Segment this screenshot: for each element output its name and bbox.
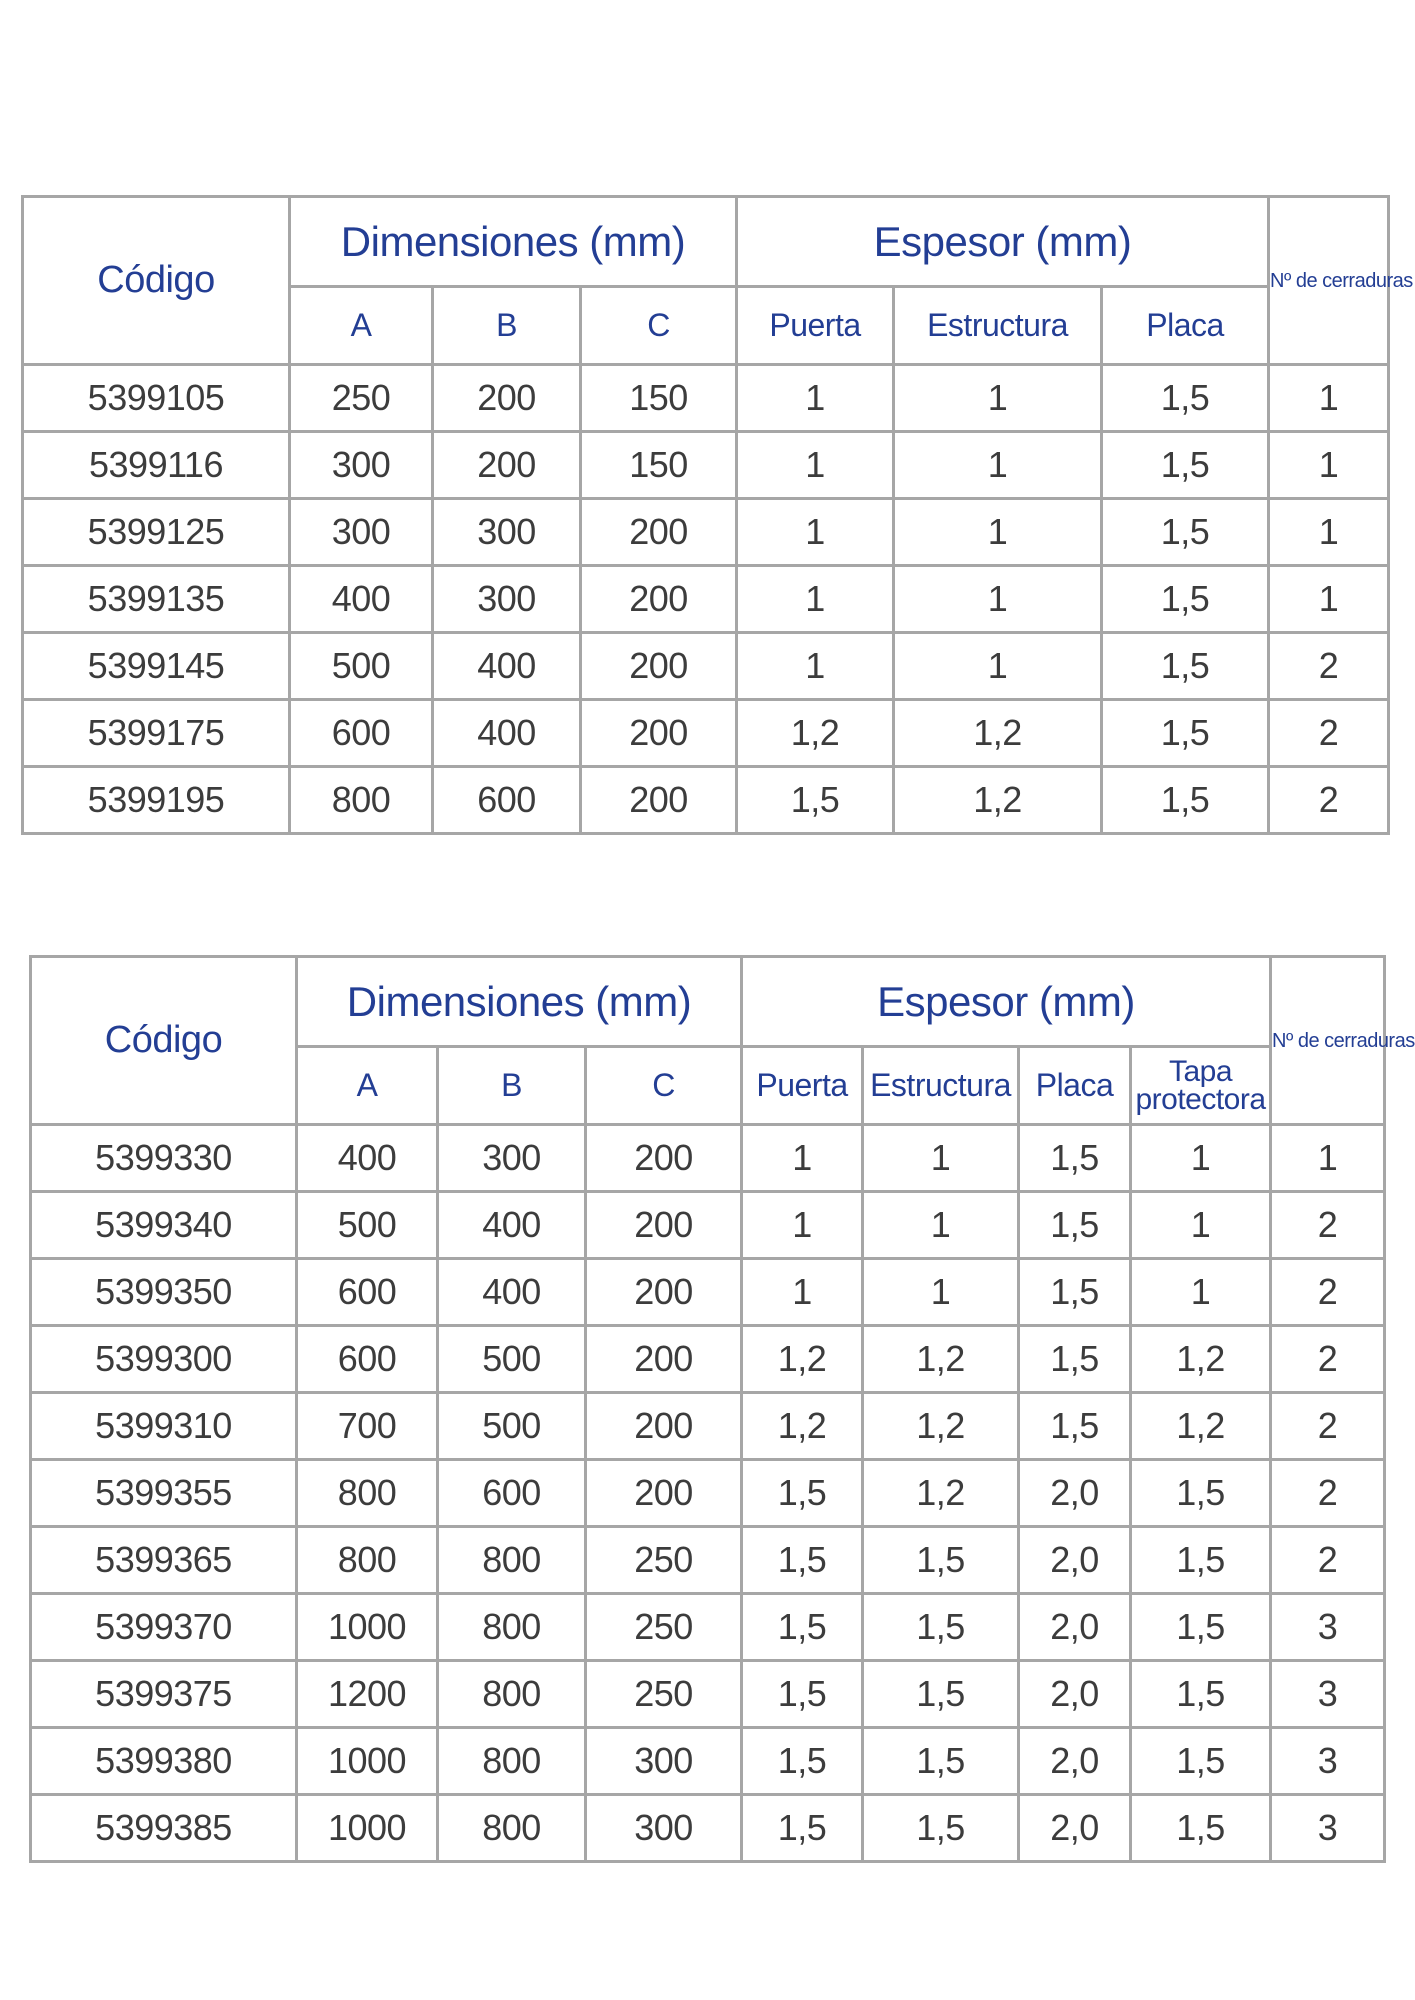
table-cell: 1,5	[742, 1460, 863, 1527]
table-cell: 400	[290, 566, 433, 633]
table-row	[31, 1192, 1385, 1259]
table-cell: 1,2	[863, 1460, 1019, 1527]
codigo-cell: 5399385	[31, 1795, 297, 1862]
table-cell: 1	[1271, 1125, 1385, 1192]
table-cell: 1	[742, 1125, 863, 1192]
table-cell: 1,5	[1019, 1259, 1131, 1326]
header-tapa-line2: protectora	[1135, 1082, 1266, 1116]
table-cell: 600	[433, 767, 581, 834]
table-cell: 1	[894, 566, 1102, 633]
header-a: A	[297, 1047, 438, 1125]
codigo-cell: 5399195	[23, 767, 290, 834]
header-c: C	[586, 1047, 742, 1125]
codigo-cell: 5399175	[23, 700, 290, 767]
table-cell: 1,5	[1102, 499, 1269, 566]
table-cell: 300	[586, 1795, 742, 1862]
table-cell: 800	[290, 767, 433, 834]
table-cell: 200	[581, 700, 737, 767]
table-cell: 300	[433, 499, 581, 566]
table-row	[23, 633, 1389, 700]
table-cell: 1,5	[1131, 1594, 1271, 1661]
table-cell: 1,5	[742, 1594, 863, 1661]
codigo-cell: 5399310	[31, 1393, 297, 1460]
header-dimensiones: Dimensiones (mm)	[290, 197, 737, 287]
table-cell: 1,5	[1131, 1527, 1271, 1594]
table-cell: 200	[581, 566, 737, 633]
table-cell: 2	[1271, 1192, 1385, 1259]
header-codigo: Código	[23, 197, 290, 365]
header-espesor: Espesor (mm)	[737, 197, 1269, 287]
table-cell: 1,5	[742, 1728, 863, 1795]
table-row	[31, 1527, 1385, 1594]
table-cell: 2	[1271, 1326, 1385, 1393]
table-cell: 1,5	[1102, 432, 1269, 499]
table-cell: 2,0	[1019, 1661, 1131, 1728]
codigo-cell: 5399116	[23, 432, 290, 499]
table-row	[23, 499, 1389, 566]
table-cell: 500	[438, 1393, 586, 1460]
table-row	[23, 432, 1389, 499]
table-cell: 1	[1269, 432, 1389, 499]
table-cell: 600	[297, 1259, 438, 1326]
table-cell: 1	[894, 432, 1102, 499]
table-cell: 250	[290, 365, 433, 432]
table-cell: 400	[297, 1125, 438, 1192]
header-placa: Placa	[1019, 1047, 1131, 1125]
table-cell: 200	[581, 767, 737, 834]
header-puerta: Puerta	[742, 1047, 863, 1125]
table-cell: 1,2	[742, 1326, 863, 1393]
table-cell: 1	[894, 365, 1102, 432]
codigo-cell: 5399355	[31, 1460, 297, 1527]
table-cell: 1,5	[1102, 633, 1269, 700]
table-cell: 200	[433, 432, 581, 499]
table-cell: 800	[438, 1594, 586, 1661]
table-cell: 1,5	[863, 1728, 1019, 1795]
table-cell: 2,0	[1019, 1728, 1131, 1795]
table-cell: 1,5	[1019, 1192, 1131, 1259]
table-1-body	[23, 365, 1389, 834]
table-cell: 1,5	[1019, 1125, 1131, 1192]
table-cell: 600	[290, 700, 433, 767]
table-cell: 800	[438, 1527, 586, 1594]
table-cell: 1,5	[863, 1795, 1019, 1862]
table-cell: 200	[581, 499, 737, 566]
table-cell: 150	[581, 432, 737, 499]
table-cell: 250	[586, 1527, 742, 1594]
table-row	[31, 1460, 1385, 1527]
header-dimensiones: Dimensiones (mm)	[297, 957, 742, 1047]
table-cell: 1,2	[863, 1326, 1019, 1393]
table-cell: 200	[586, 1393, 742, 1460]
table-cell: 3	[1271, 1728, 1385, 1795]
table-cell: 1	[863, 1125, 1019, 1192]
header-b: B	[438, 1047, 586, 1125]
table-cell: 1	[742, 1192, 863, 1259]
table-cell: 500	[290, 633, 433, 700]
table-cell: 1	[1269, 566, 1389, 633]
table-cell: 1	[1131, 1192, 1271, 1259]
table-cell: 1,5	[1102, 566, 1269, 633]
table-cell: 400	[433, 700, 581, 767]
table-row	[23, 700, 1389, 767]
table-cell: 2	[1271, 1259, 1385, 1326]
table-cell: 2	[1269, 767, 1389, 834]
table-cell: 1,5	[1131, 1728, 1271, 1795]
table-row	[31, 1259, 1385, 1326]
table-cell: 1,2	[894, 767, 1102, 834]
table-row	[23, 365, 1389, 432]
table-cell: 1,2	[737, 700, 894, 767]
table-cell: 250	[586, 1661, 742, 1728]
table-row	[31, 1795, 1385, 1862]
table-cell: 150	[581, 365, 737, 432]
table-cell: 800	[438, 1728, 586, 1795]
table-row	[23, 767, 1389, 834]
table-cell: 1	[1131, 1259, 1271, 1326]
table-cell: 1,5	[1131, 1460, 1271, 1527]
codigo-cell: 5399365	[31, 1527, 297, 1594]
table-cell: 300	[586, 1728, 742, 1795]
table-cell: 2,0	[1019, 1795, 1131, 1862]
header-estructura: Estructura	[863, 1047, 1019, 1125]
table-cell: 400	[438, 1259, 586, 1326]
spec-table-1	[21, 195, 1413, 835]
table-cell: 200	[586, 1192, 742, 1259]
table-cell: 200	[433, 365, 581, 432]
table-cell: 1,5	[863, 1527, 1019, 1594]
codigo-cell: 5399350	[31, 1259, 297, 1326]
header-c: C	[581, 287, 737, 365]
table-cell: 2	[1271, 1527, 1385, 1594]
table-cell: 1	[737, 499, 894, 566]
table-cell: 2	[1271, 1393, 1385, 1460]
table-2-body	[31, 1125, 1385, 1862]
header-puerta: Puerta	[737, 287, 894, 365]
table-cell: 1,5	[1131, 1661, 1271, 1728]
header-placa: Placa	[1102, 287, 1269, 365]
table-cell: 1,5	[742, 1527, 863, 1594]
table-row	[31, 1125, 1385, 1192]
table-cell: 300	[438, 1125, 586, 1192]
table-cell: 250	[586, 1594, 742, 1661]
table-row	[31, 1661, 1385, 1728]
table-cell: 800	[438, 1795, 586, 1862]
table-cell: 2	[1271, 1460, 1385, 1527]
table-cell: 1,5	[742, 1661, 863, 1728]
table-cell: 1	[894, 633, 1102, 700]
codigo-cell: 5399375	[31, 1661, 297, 1728]
table-cell: 1,2	[742, 1393, 863, 1460]
table-cell: 2	[1269, 633, 1389, 700]
header-espesor: Espesor (mm)	[742, 957, 1271, 1047]
table-cell: 400	[433, 633, 581, 700]
codigo-cell: 5399125	[23, 499, 290, 566]
table-cell: 2	[1269, 700, 1389, 767]
codigo-cell: 5399105	[23, 365, 290, 432]
header-a: A	[290, 287, 433, 365]
table-cell: 2,0	[1019, 1527, 1131, 1594]
table-cell: 1,2	[863, 1393, 1019, 1460]
table-cell: 2,0	[1019, 1460, 1131, 1527]
table-cell: 1,5	[1131, 1795, 1271, 1862]
table-cell: 1,5	[1102, 767, 1269, 834]
table-row	[31, 1393, 1385, 1460]
table-cell: 800	[438, 1661, 586, 1728]
table-cell: 1	[737, 365, 894, 432]
table-cell: 1,5	[1019, 1326, 1131, 1393]
table-cell: 1	[1269, 499, 1389, 566]
table-row	[31, 1728, 1385, 1795]
table-cell: 200	[586, 1326, 742, 1393]
table-cell: 200	[586, 1259, 742, 1326]
table-cell: 1	[737, 566, 894, 633]
codigo-cell: 5399135	[23, 566, 290, 633]
table-cell: 1	[1131, 1125, 1271, 1192]
table-row	[23, 566, 1389, 633]
table-cell: 3	[1271, 1661, 1385, 1728]
table-cell: 200	[586, 1460, 742, 1527]
table-cell: 1,5	[863, 1661, 1019, 1728]
table-cell: 3	[1271, 1795, 1385, 1862]
table-cell: 1	[742, 1259, 863, 1326]
table-cell: 1,5	[1019, 1393, 1131, 1460]
table-cell: 1	[737, 432, 894, 499]
header-tapa-protectora	[1131, 1047, 1271, 1125]
table-cell: 1,2	[1131, 1326, 1271, 1393]
table-cell: 500	[438, 1326, 586, 1393]
table-cell: 1,2	[1131, 1393, 1271, 1460]
table-cell: 1	[894, 499, 1102, 566]
table-cell: 3	[1271, 1594, 1385, 1661]
table-cell: 1,2	[894, 700, 1102, 767]
table-cell: 1,5	[737, 767, 894, 834]
table-cell: 700	[297, 1393, 438, 1460]
table-cell: 800	[297, 1460, 438, 1527]
table-cell: 600	[297, 1326, 438, 1393]
table-row	[31, 1326, 1385, 1393]
header-b: B	[433, 287, 581, 365]
table-cell: 200	[586, 1125, 742, 1192]
table-cell: 2,0	[1019, 1594, 1131, 1661]
codigo-cell: 5399145	[23, 633, 290, 700]
table-cell: 500	[297, 1192, 438, 1259]
table-cell: 1	[1269, 365, 1389, 432]
header-codigo: Código	[31, 957, 297, 1125]
codigo-cell: 5399300	[31, 1326, 297, 1393]
table-cell: 1000	[297, 1728, 438, 1795]
codigo-cell: 5399330	[31, 1125, 297, 1192]
header-tapa-line1: Tapa	[1168, 1054, 1233, 1088]
table-cell: 1,5	[742, 1795, 863, 1862]
header-n-cerraduras: Nº de cerraduras	[1271, 957, 1385, 1125]
table-cell: 1,5	[863, 1594, 1019, 1661]
table-cell: 300	[290, 432, 433, 499]
table-cell: 800	[297, 1527, 438, 1594]
table-cell: 300	[433, 566, 581, 633]
table-cell: 400	[438, 1192, 586, 1259]
codigo-cell: 5399370	[31, 1594, 297, 1661]
codigo-cell: 5399380	[31, 1728, 297, 1795]
table-cell: 1000	[297, 1795, 438, 1862]
table-cell: 1000	[297, 1594, 438, 1661]
table-cell: 300	[290, 499, 433, 566]
table-cell: 1,5	[1102, 365, 1269, 432]
spec-table-2	[29, 955, 1415, 1863]
table-cell: 1	[737, 633, 894, 700]
codigo-cell: 5399340	[31, 1192, 297, 1259]
table-cell: 1200	[297, 1661, 438, 1728]
table-cell: 200	[581, 633, 737, 700]
header-n-cerraduras: Nº de cerraduras	[1269, 197, 1389, 365]
header-estructura: Estructura	[894, 287, 1102, 365]
table-row	[31, 1594, 1385, 1661]
table-cell: 1	[863, 1259, 1019, 1326]
table-cell: 1	[863, 1192, 1019, 1259]
table-cell: 600	[438, 1460, 586, 1527]
table-cell: 1,5	[1102, 700, 1269, 767]
